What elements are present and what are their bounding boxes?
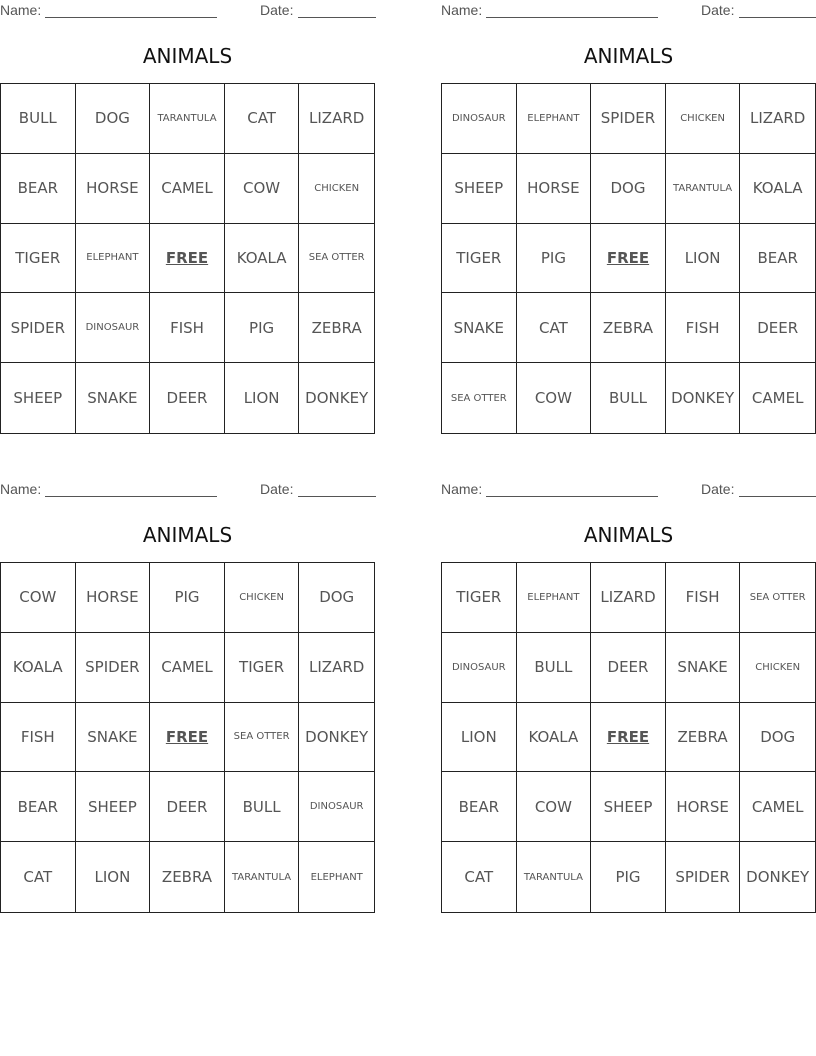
bingo-cell: DEER [150,363,225,433]
bingo-cell: SNAKE [76,363,151,433]
bingo-cell: DINOSAUR [442,633,517,703]
bingo-grid [0,83,375,434]
name-label: Name: [441,2,483,18]
bingo-cell: CAMEL [150,633,225,703]
bingo-cell: BEAR [1,772,76,842]
bingo-cell: COW [1,563,76,633]
free-space: FREE [591,224,666,294]
date-label: Date: [260,2,294,18]
bingo-cell: SEA OTTER [225,703,300,773]
bingo-cell: CHICKEN [666,84,741,154]
bingo-cell: BULL [1,84,76,154]
bingo-grid [441,562,816,913]
free-space: FREE [591,703,666,773]
bingo-cell: LIZARD [299,633,374,703]
card-title: ANIMALS [583,523,674,547]
bingo-cell: DINOSAUR [442,84,517,154]
bingo-cell: COW [225,154,300,224]
bingo-cell: DONKEY [746,868,810,887]
bingo-cell: LIZARD [740,84,815,154]
card-header [0,479,375,499]
bingo-cell: KOALA [225,224,300,294]
name-line [45,496,217,497]
bingo-cell: CAT [225,84,300,154]
bingo-cell: ZEBRA [666,703,741,773]
bingo-cell: PIG [150,563,225,633]
bingo-cell: ZEBRA [591,293,666,363]
bingo-cell: CAMEL [740,772,815,842]
bingo-cell: CHICKEN [225,563,300,633]
date-line [739,17,816,18]
date-line [298,496,376,497]
bingo-cell: SHEEP [1,363,76,433]
bingo-cell: KOALA [740,154,815,224]
bingo-cell: DONKEY [666,363,741,433]
bingo-cell: LION [442,703,517,773]
card-header [0,0,375,20]
bingo-card-3 [0,479,375,919]
bingo-cell: BULL [517,633,592,703]
bingo-cell: LION [225,363,300,433]
bingo-cell: TIGER [225,633,300,703]
bingo-cell: DOG [76,84,151,154]
bingo-cell: CHICKEN [740,633,815,703]
name-line [486,496,658,497]
bingo-cell: DEER [150,772,225,842]
bingo-cell: FISH [666,293,741,363]
bingo-cell: SEA OTTER [442,363,517,433]
bingo-cell: CAT [517,293,592,363]
bingo-card-2 [441,0,816,440]
date-label: Date: [701,481,735,497]
date-label: Date: [701,2,735,18]
bingo-cell: LION [666,224,741,294]
bingo-cell: ZEBRA [299,293,374,363]
date-label: Date: [260,481,294,497]
bingo-cell: BEAR [1,154,76,224]
bingo-cell: SPIDER [76,633,151,703]
name-label: Name: [0,2,42,18]
name-line [45,17,217,18]
bingo-cell: ELEPHANT [76,224,151,294]
bingo-cell: TIGER [1,224,76,294]
bingo-cell: CAMEL [751,389,804,408]
bingo-cell: ELEPHANT [517,563,592,633]
bingo-cell: SPIDER [666,842,741,912]
bingo-cell: LIZARD [299,84,374,154]
bingo-cell: COW [517,772,592,842]
bingo-cell: CAMEL [150,154,225,224]
bingo-cell: SPIDER [1,293,76,363]
bingo-cell: FISH [666,563,741,633]
free-space: FREE [150,224,225,294]
bingo-cell: SNAKE [442,293,517,363]
bingo-cell: CHICKEN [299,154,374,224]
bingo-cell: SNAKE [666,633,741,703]
bingo-cell: SPIDER [591,84,666,154]
bingo-cell: BULL [225,772,300,842]
bingo-cell: PIG [225,293,300,363]
bingo-cell: ELEPHANT [517,84,592,154]
bingo-cell: TARANTULA [517,842,592,912]
bingo-cell: PIG [517,224,592,294]
bingo-cell: DEER [591,633,666,703]
bingo-cell: FISH [1,703,76,773]
bingo-cell: TIGER [442,224,517,294]
bingo-cell: DONKEY [299,703,374,773]
bingo-cell: HORSE [76,154,151,224]
bingo-cell: SEA OTTER [299,224,374,294]
bingo-cell: KOALA [517,703,592,773]
bingo-cell: DEER [740,293,815,363]
bingo-cell: SHEEP [591,772,666,842]
bingo-cell: SEA OTTER [740,563,815,633]
card-title: ANIMALS [142,44,233,68]
bingo-cell: BEAR [442,772,517,842]
name-line [486,17,658,18]
bingo-cell: KOALA [1,633,76,703]
bingo-cell: CAT [1,842,76,912]
bingo-cell: CAT [442,842,517,912]
bingo-cell: ZEBRA [150,842,225,912]
card-header [441,0,816,20]
name-label: Name: [0,481,42,497]
bingo-cell: FISH [150,293,225,363]
card-header [441,479,816,499]
card-title: ANIMALS [142,523,233,547]
bingo-cell: TARANTULA [666,154,741,224]
date-line [739,496,816,497]
bingo-cell: SHEEP [442,154,517,224]
bingo-cell: TIGER [442,563,517,633]
bingo-cell: DONKEY [305,389,369,408]
bingo-grid [441,83,816,434]
bingo-card-4 [441,479,816,919]
date-line [298,17,376,18]
bingo-cell: DINOSAUR [76,293,151,363]
bingo-cell: LION [76,842,151,912]
bingo-cell: ELEPHANT [310,871,363,883]
bingo-cell: COW [517,363,592,433]
bingo-grid [0,562,375,913]
bingo-cell: TARANTULA [225,842,300,912]
bingo-cell: DOG [591,154,666,224]
bingo-cell: HORSE [517,154,592,224]
bingo-cell: DOG [299,563,374,633]
bingo-cell: LIZARD [591,563,666,633]
bingo-cell: HORSE [666,772,741,842]
free-space: FREE [150,703,225,773]
bingo-cell: SNAKE [76,703,151,773]
bingo-cell: TARANTULA [150,84,225,154]
bingo-cell: BULL [591,363,666,433]
bingo-cell: HORSE [76,563,151,633]
bingo-cell: BEAR [740,224,815,294]
bingo-cell: SHEEP [76,772,151,842]
bingo-card-1 [0,0,375,440]
card-title: ANIMALS [583,44,674,68]
bingo-cell: PIG [591,842,666,912]
name-label: Name: [441,481,483,497]
bingo-cell: DINOSAUR [299,772,374,842]
bingo-cell: DOG [740,703,815,773]
